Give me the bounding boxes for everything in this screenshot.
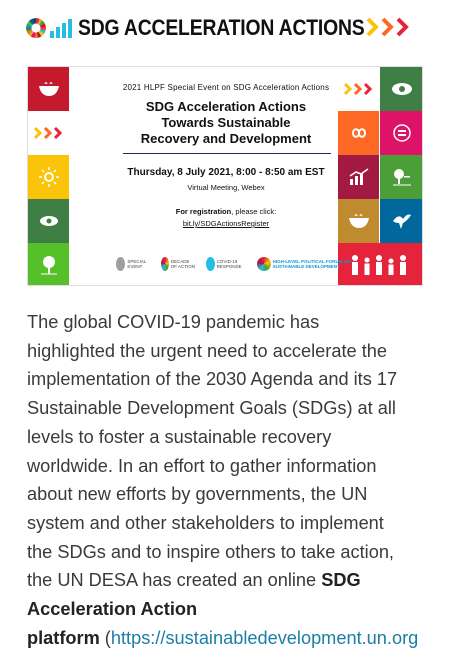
event-title-line: Towards Sustainable: [161, 115, 291, 130]
site-header: [26, 14, 404, 42]
paragraph-line: system and other stakeholders to implement: [27, 512, 384, 533]
event-kicker: 2021 HLPF Special Event on SDG Acceleration Actions: [122, 83, 330, 92]
platform-link[interactable]: https://sustainabledevelopment.un.org: [110, 627, 419, 648]
registration-link[interactable]: bit.ly/SDGActionsRegister: [182, 219, 270, 228]
bar-chart-icon: [50, 18, 72, 38]
eye-icon: [39, 215, 59, 227]
platform-name-part: platform: [27, 627, 100, 648]
event-title-line: Recovery and Development: [140, 131, 312, 146]
growth-chart-icon: [348, 168, 370, 186]
partner-logos: [116, 253, 351, 275]
paragraph-line: about new efforts by governments, the UN: [27, 484, 368, 505]
equality-icon: [392, 123, 412, 143]
paragraph-text: the UN DESA has created an online: [27, 570, 322, 591]
tree-icon: [38, 254, 60, 276]
sdg-tile-tree: [28, 243, 69, 286]
paragraph-line: worldwide. In an effort to gather information: [27, 455, 377, 476]
sdg-tile-sun: [28, 155, 69, 199]
logo-special-event: SPECIAL EVENT: [116, 257, 151, 271]
tree-icon: [391, 167, 413, 187]
event-date: Thursday, 8 July 2021, 8:00 - 8:50 am EST: [127, 167, 325, 178]
chevrons-small-icon: [344, 82, 374, 96]
sdg-wheel-icon: [257, 257, 271, 271]
registration-label: [112, 207, 340, 216]
chevrons-icon: [366, 16, 414, 38]
paragraph-line: [27, 624, 447, 653]
logo-covid19-response: COVID-19 RESPONSE: [206, 257, 247, 271]
sdg-tile-eye: [28, 199, 69, 243]
event-title: [112, 99, 340, 147]
paragraph-line: The global COVID-19 pandemic has: [27, 312, 320, 332]
dove-icon: [391, 211, 413, 231]
sdg-tile-dove: [380, 199, 423, 243]
virus-icon: [206, 257, 215, 271]
platform-name-part: SDG: [321, 570, 361, 591]
paragraph-line: highlighted the urgent need to accelerate the: [27, 340, 387, 361]
paragraph-line: levels to foster a sustainable recovery: [27, 426, 332, 447]
registration-bold: For registration: [175, 207, 232, 216]
article-paragraph: [27, 308, 447, 652]
sdg-wheel-icon: [26, 18, 46, 38]
eye-icon: [391, 82, 413, 96]
event-venue: Virtual Meeting, Webex: [187, 183, 265, 192]
header-title: SDG ACCELERATION ACTIONS: [78, 15, 365, 40]
title-divider: [123, 153, 331, 154]
event-title-line: SDG Acceleration Actions: [145, 99, 307, 114]
sdg-tile-land: [380, 155, 423, 199]
sdg-tile-bowl: [28, 67, 69, 111]
sun-icon: [38, 166, 60, 188]
sdg-tile-chevrons-right: [338, 67, 379, 111]
sdg-tile-eye-right: [380, 67, 423, 111]
registration-rest: , please click:: [231, 207, 277, 216]
sdg-wheel-icon: [161, 257, 169, 271]
bowl-icon: [37, 81, 61, 97]
platform-name-part: Acceleration Action: [27, 599, 198, 620]
chevrons-small-icon: [34, 126, 64, 140]
special-event-badge-icon: [116, 257, 125, 271]
event-banner[interactable]: [27, 66, 423, 286]
paragraph-line: Sustainable Development Goals (SDGs) at all: [27, 398, 396, 419]
paragraph-line: [27, 566, 447, 595]
paren: (: [99, 627, 111, 648]
infinity-icon: [347, 127, 371, 139]
logo-hlpf: HIGH-LEVEL POLITICAL FORUM ON SUSTAINABLE DEVELOPMENT: [257, 257, 363, 271]
sdg-tile-chevrons: [28, 111, 69, 155]
sdg-tile-equality: [380, 111, 423, 155]
logo-decade-of-action: DECADE OF ACTION: [161, 257, 196, 271]
paragraph-line: the SDGs and to inspire others to take action,: [27, 541, 394, 562]
sdg-tile-bowl-right: [338, 199, 379, 243]
paragraph-line: implementation of the 2030 Agenda and its 17: [27, 369, 398, 390]
sdg-tile-infinity: [338, 111, 379, 155]
sdg-tile-growth: [338, 155, 379, 199]
bowl-icon: [347, 213, 371, 229]
